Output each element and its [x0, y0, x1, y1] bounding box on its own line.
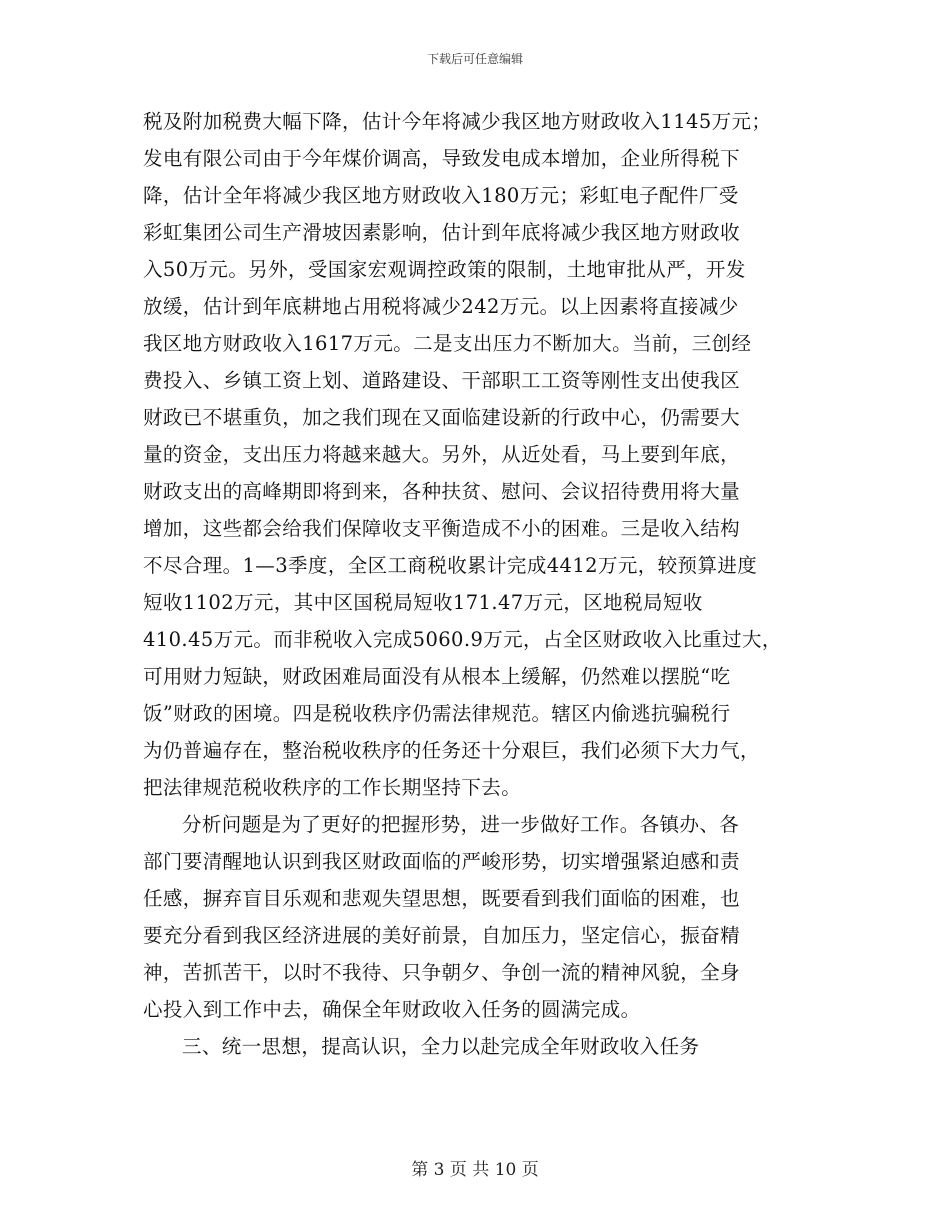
text-line: 量的资金，支出压力将越来越大。另外，从近处看，马上要到年底， — [143, 443, 741, 466]
text-line: 心投入到工作中去，确保全年财政收入任务的圆满完成。 — [143, 998, 641, 1021]
text-line: 入50万元。另外，受国家宏观调控政策的限制，土地审批从严，开发 — [143, 258, 746, 281]
text-line: 神，苦抓苦干，以时不我待、只争朝夕、争创一流的精神风貌，全身 — [143, 961, 741, 984]
text-line: 部门要清醒地认识到我区财政面临的严峻形势，切实增强紧迫感和责 — [143, 850, 741, 873]
text-line: 短收1102万元，其中区国税局短收171.47万元，区地税局短收 — [143, 591, 703, 614]
text-line: 费投入、乡镇工资上划、道路建设、干部职工工资等刚性支出使我区 — [143, 369, 741, 392]
text-line: 放缓，估计到年底耕地占用税将减少242万元。以上因素将直接减少 — [143, 295, 739, 318]
text-line: 发电有限公司由于今年煤价调高，导致发电成本增加，企业所得税下 — [143, 147, 741, 170]
text-line: 把法律规范税收秩序的工作长期坚持下去。 — [143, 776, 522, 799]
text-line: 可用财力短缺，财政困难局面没有从根本上缓解，仍然难以摆脱“吃 — [143, 665, 731, 688]
text-line: 彩虹集团公司生产滑坡因素影响，估计到年底将减少我区地方财政收 — [143, 221, 741, 244]
text-line: 税及附加税费大幅下降，估计今年将减少我区地方财政收入1145万元； — [143, 110, 772, 133]
document-body — [143, 103, 823, 1065]
section-heading: 三、统一思想，提高认识，全力以赴完成全年财政收入任务 — [182, 1035, 700, 1058]
text-line: 财政已不堪重负，加之我们现在又面临建设新的行政中心，仍需要大 — [143, 406, 741, 429]
page-header: 下载后可任意编辑 — [426, 52, 523, 66]
text-line: 我区地方财政收入1617万元。二是支出压力不断加大。当前，三创经 — [143, 332, 752, 355]
text-line: 财政支出的高峰期即将到来，各种扶贫、慰问、会议招待费用将大量 — [143, 480, 741, 503]
text-line: 不尽合理。1—3季度，全区工商税收累计完成4412万元，较预算进度 — [143, 554, 758, 577]
text-line: 降，估计全年将减少我区地方财政收入180万元；彩虹电子配件厂受 — [143, 184, 739, 207]
text-line: 任感，摒弃盲目乐观和悲观失望思想，既要看到我们面临的困难，也 — [143, 887, 741, 910]
text-line: 410.45万元。而非税收入完成5060.9万元，占全区财政收入比重过大， — [143, 628, 782, 651]
paragraph-start-line: 分析问题是为了更好的把握形势，进一步做好工作。各镇办、各 — [182, 813, 740, 836]
text-line: 增加，这些都会给我们保障收支平衡造成不小的困难。三是收入结构 — [143, 517, 741, 540]
text-line: 饭”财政的困境。四是税收秩序仍需法律规范。辖区内偷逃抗骗税行 — [143, 702, 731, 725]
text-line: 为仍普遍存在，整治税收秩序的任务还十分艰巨，我们必须下大力气， — [143, 739, 760, 762]
page-footer: 第 3 页 共 10 页 — [411, 1160, 539, 1180]
text-line: 要充分看到我区经济进展的美好前景，自加压力，坚定信心，振奋精 — [143, 924, 741, 947]
